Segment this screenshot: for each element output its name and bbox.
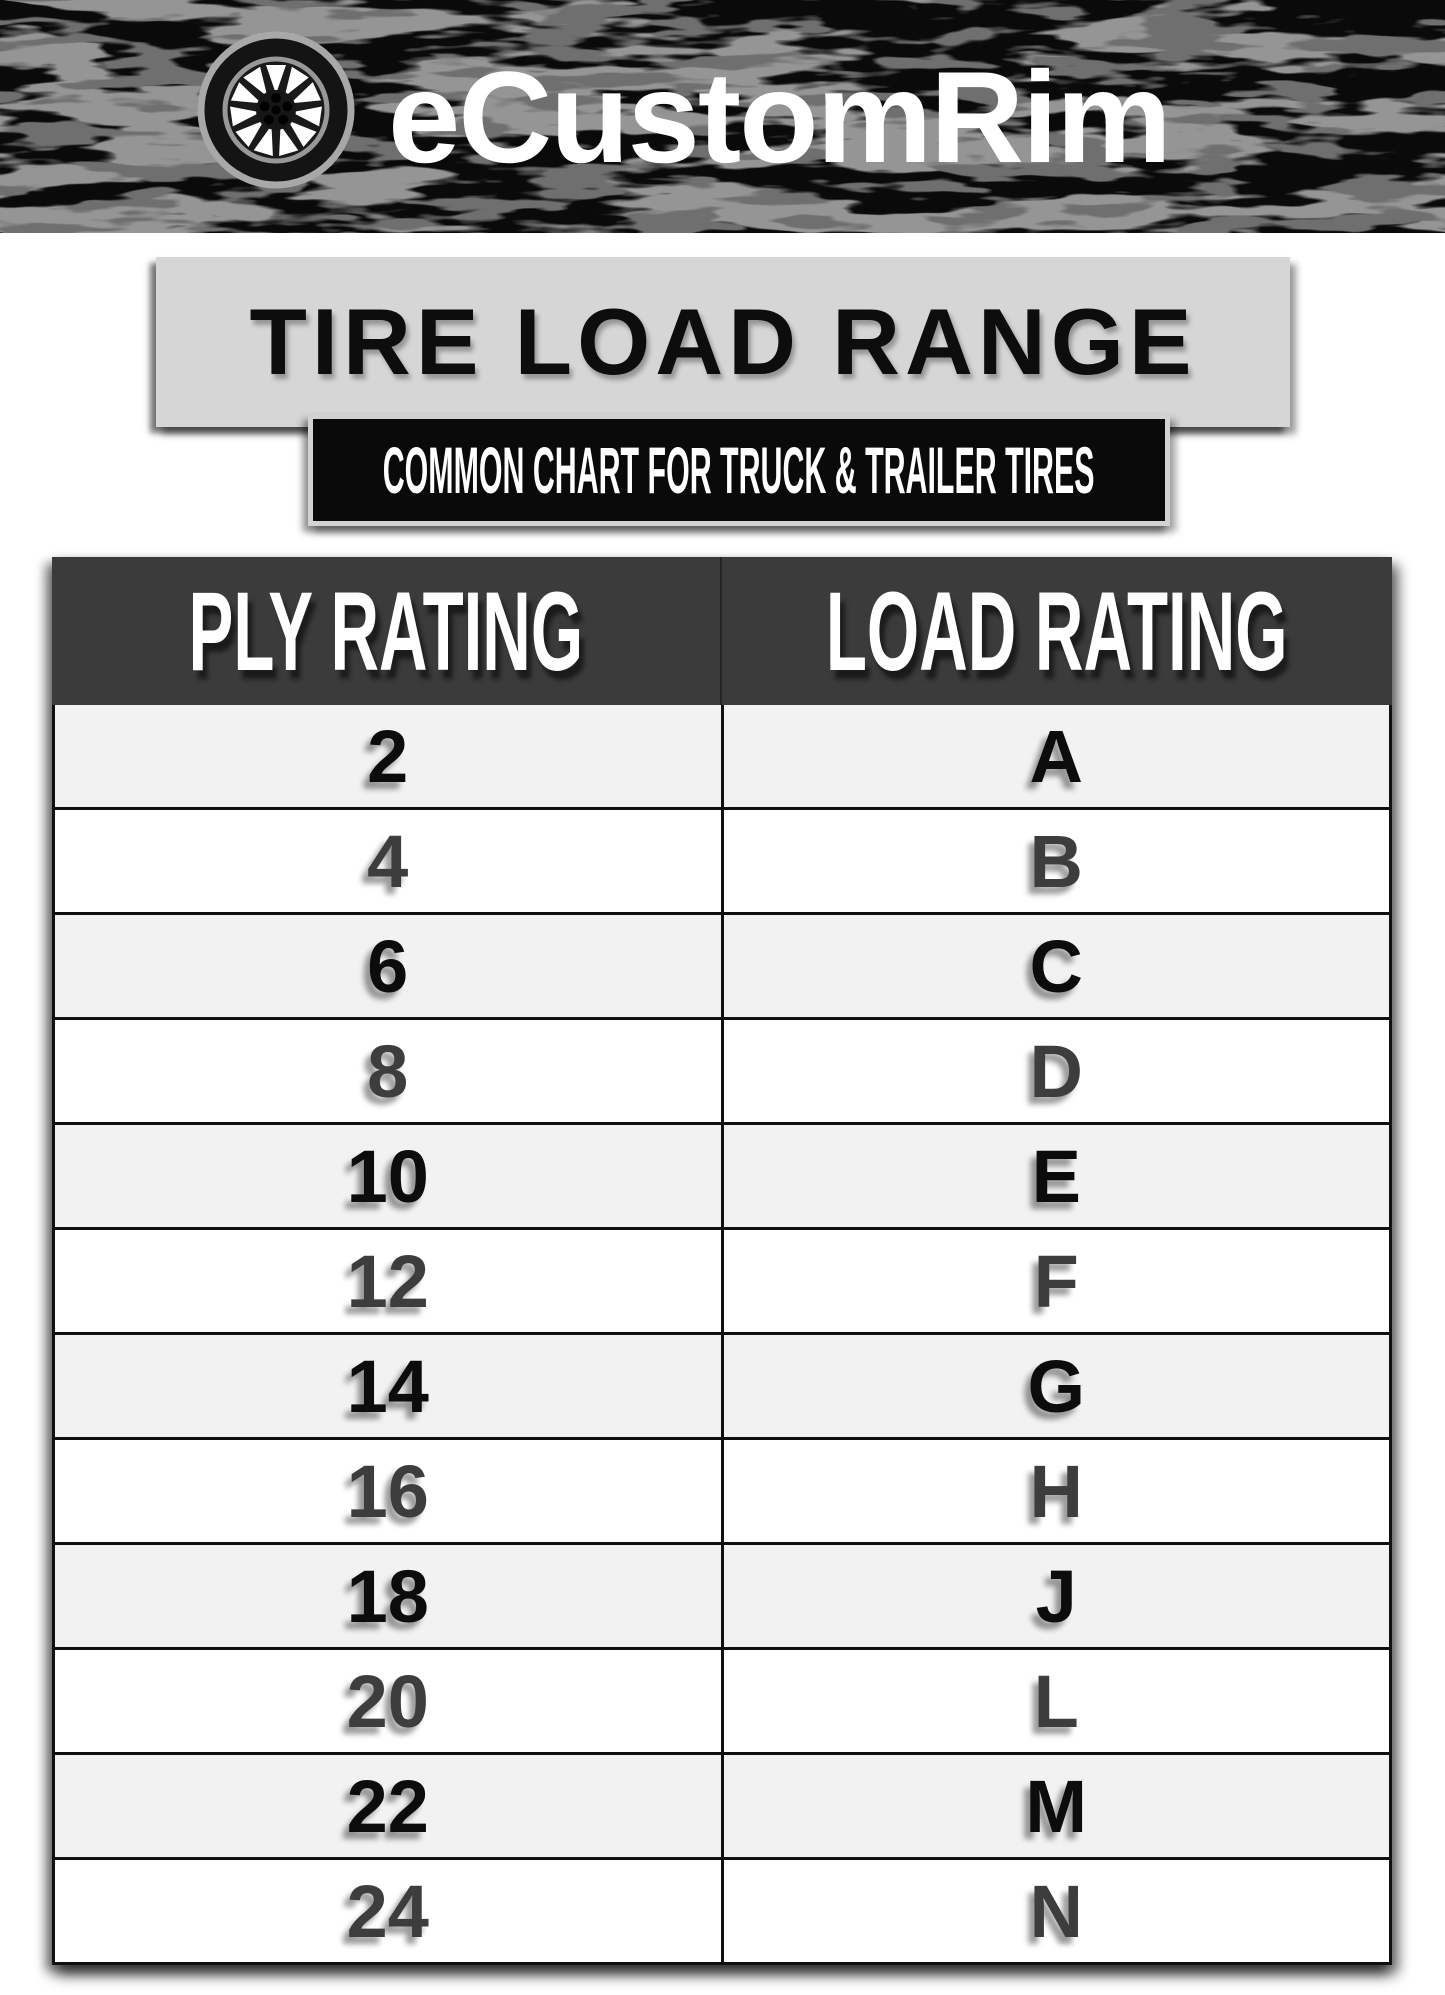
brand-name: eCustomRim bbox=[388, 43, 1170, 190]
load-rating-cell: B bbox=[1029, 819, 1083, 903]
ply-rating-cell: 10 bbox=[55, 1125, 724, 1227]
ply-rating-cell: 12 bbox=[55, 1230, 724, 1332]
column-header-label: LOAD RATING bbox=[826, 568, 1288, 694]
table-row bbox=[55, 1122, 1389, 1227]
subtitle-banner bbox=[308, 414, 1170, 526]
load-rating-cell: C bbox=[1029, 924, 1083, 1008]
ply-rating-cell: 2 bbox=[55, 705, 724, 807]
ply-rating-cell: 24 bbox=[55, 1860, 724, 1962]
load-rating-cell: N bbox=[1029, 1869, 1083, 1953]
load-rating-cell: L bbox=[1033, 1659, 1079, 1743]
load-rating-cell: J bbox=[1035, 1554, 1077, 1638]
page-subtitle: COMMON CHART FOR TRUCK & TRAILER TIRES bbox=[383, 433, 1095, 507]
column-header-label: PLY RATING bbox=[188, 568, 584, 694]
load-rating-cell: E bbox=[1031, 1134, 1081, 1218]
column-header-ply-rating bbox=[52, 557, 722, 705]
table-row bbox=[55, 1437, 1389, 1542]
table-row bbox=[55, 1017, 1389, 1122]
table-row bbox=[55, 912, 1389, 1017]
ply-rating-cell: 16 bbox=[55, 1440, 724, 1542]
load-rating-cell: M bbox=[1025, 1764, 1088, 1848]
table-header-row bbox=[52, 557, 1392, 705]
load-rating-cell: G bbox=[1027, 1344, 1086, 1428]
ply-rating-cell: 22 bbox=[55, 1755, 724, 1857]
table-body bbox=[52, 705, 1392, 1965]
table-row bbox=[55, 1752, 1389, 1857]
table-row bbox=[55, 1647, 1389, 1752]
table-row bbox=[55, 1542, 1389, 1647]
brand-header bbox=[0, 0, 1445, 233]
ply-rating-cell: 18 bbox=[55, 1545, 724, 1647]
tire-wheel-icon bbox=[194, 28, 358, 192]
table-row bbox=[55, 1857, 1389, 1962]
ply-rating-cell: 6 bbox=[55, 915, 724, 1017]
ply-rating-cell: 4 bbox=[55, 810, 724, 912]
page-title: TIRE LOAD RANGE bbox=[249, 289, 1197, 394]
ply-rating-cell: 14 bbox=[55, 1335, 724, 1437]
load-range-table bbox=[52, 557, 1392, 1965]
load-rating-cell: D bbox=[1029, 1029, 1083, 1113]
load-rating-cell: F bbox=[1033, 1239, 1079, 1323]
column-header-load-rating bbox=[722, 557, 1392, 705]
ply-rating-cell: 8 bbox=[55, 1020, 724, 1122]
load-rating-cell: H bbox=[1029, 1449, 1083, 1533]
load-rating-cell: A bbox=[1029, 714, 1083, 798]
ply-rating-cell: 20 bbox=[55, 1650, 724, 1752]
table-row bbox=[55, 1332, 1389, 1437]
table-row bbox=[55, 807, 1389, 912]
table-row bbox=[55, 705, 1389, 807]
title-banner bbox=[156, 257, 1290, 427]
table-row bbox=[55, 1227, 1389, 1332]
